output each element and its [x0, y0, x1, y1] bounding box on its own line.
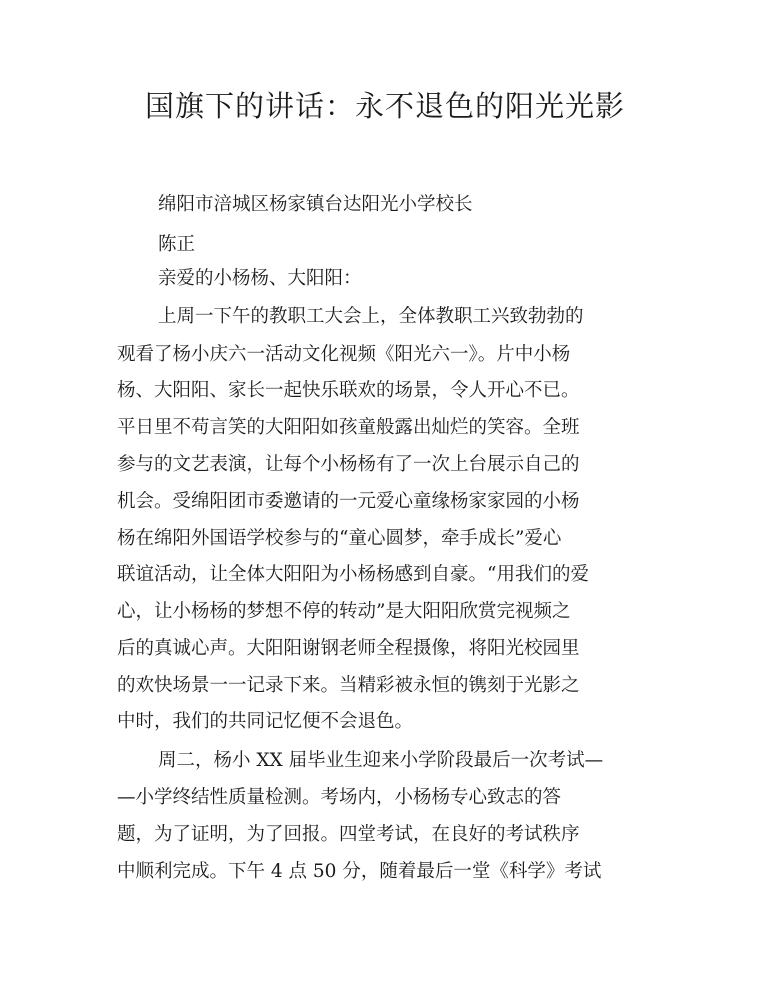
- paragraph-2-line: 中顺利完成。下午 4 点 50 分，随着最后一堂《科学》考试: [117, 861, 602, 882]
- paragraph-1-line: 上周一下午的教职工大会上，全体教职工兴致勃勃的: [158, 306, 584, 327]
- paragraph-2-line: 题，为了证明，为了回报。四堂考试，在良好的考试秩序: [117, 824, 580, 845]
- author-name: 陈正: [158, 234, 196, 255]
- paragraph-1-line: 观看了杨小庆六一活动文化视频《阳光六一》。片中小杨: [117, 344, 571, 365]
- paragraph-1-line: 平日里不苟言笑的大阳阳如孩童般露出灿烂的笑容。全班: [117, 417, 580, 438]
- paragraph-1-line: 杨在绵阳外国语学校参与的“童心圆梦，牵手成长”爱心: [117, 528, 562, 549]
- paragraph-1-line: 参与的文艺表演，让每个小杨杨有了一次上台展示自己的: [117, 454, 580, 475]
- paragraph-1-line: 的欢快场景一一记录下来。当精彩被永恒的镌刻于光影之: [117, 675, 580, 696]
- paragraph-2-line: 周二，杨小 XX 届毕业生迎来小学阶段最后一次考试—: [158, 750, 604, 771]
- document-title: 国旗下的讲话：永不退色的阳光光影: [144, 89, 625, 123]
- paragraph-1-line: 后的真诚心声。大阳阳谢钢老师全程摄像，将阳光校园里: [117, 638, 580, 659]
- paragraph-2-line: —小学终结性质量检测。考场内，小杨杨专心致志的答: [117, 787, 562, 808]
- paragraph-1-line: 机会。受绵阳团市委邀请的一元爱心童缘杨家家园的小杨: [117, 491, 580, 512]
- paragraph-1-line: 中时，我们的共同记忆便不会退色。: [117, 711, 414, 732]
- author-organization: 绵阳市涪城区杨家镇台达阳光小学校长: [158, 194, 473, 215]
- paragraph-1-line: 杨、大阳阳、家长一起快乐联欢的场景，令人开心不已。: [117, 380, 580, 401]
- paragraph-1-line: 心，让小杨杨的梦想不停的转动”是大阳阳欣赏完视频之: [117, 601, 571, 622]
- greeting: 亲爱的小杨杨、大阳阳：: [158, 268, 362, 289]
- paragraph-1-line: 联谊活动，让全体大阳阳为小杨杨感到自豪。“用我们的爱: [117, 564, 589, 585]
